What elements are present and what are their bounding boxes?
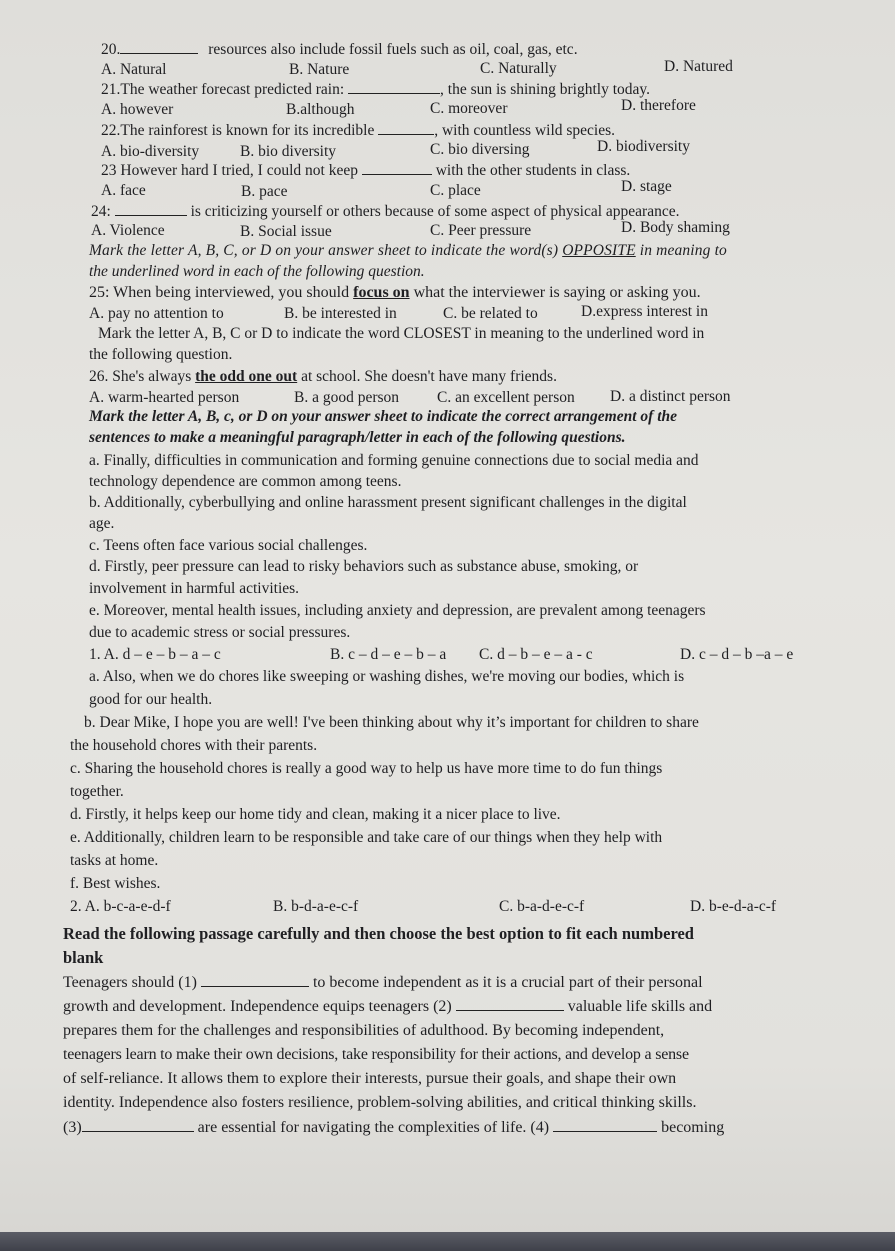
set2-sentence-b-cont: the household chores with their parents. [70, 737, 318, 754]
opposite-instruction-line-2: the underlined word in each of the following question. [89, 263, 425, 280]
q25-option-d: D.express interest in [581, 303, 708, 320]
passage-line-7 [63, 1119, 724, 1137]
set2-sentence-a: a. Also, when we do chores like sweeping or washing dishes, we're moving our bodies, which is [89, 668, 685, 685]
q24-option-d: D. Body shaming [621, 219, 730, 236]
q23-blank [362, 162, 432, 175]
passage-line-7-pre: (3) [63, 1119, 82, 1136]
q26-option-c: C. an excellent person [437, 389, 575, 406]
q20-stem [101, 41, 578, 59]
q22-blank [378, 122, 434, 135]
opposite-instruction-text: Mark the letter A, B, C, or D on your answer sheet to indicate the word(s) [89, 242, 559, 259]
passage-instruction-line-2: blank [63, 948, 104, 967]
set2-sentence-e-cont: tasks at home. [70, 852, 159, 869]
passage-line-3: prepares them for the challenges and responsibilities of adulthood. By becoming independent, [63, 1022, 665, 1039]
passage-blank-3 [82, 1119, 194, 1132]
set2-sentence-c: c. Sharing the household chores is really a good way to help us have more time to do fun things [70, 760, 663, 777]
q23-option-b: B. pace [241, 183, 288, 200]
passage-line-2-pre: growth and development. Independence equips teenagers (2) [63, 998, 452, 1015]
q20-option-c: C. Naturally [480, 60, 557, 77]
q23-text-post: with the other students in class. [435, 162, 631, 179]
set1-sentence-e: e. Moreover, mental health issues, including anxiety and depression, are prevalent among teenagers [89, 602, 706, 619]
opposite-keyword: OPPOSITE [562, 242, 636, 259]
q23-text-pre: 23 However hard I tried, I could not keep [101, 162, 358, 179]
passage-blank-1 [201, 974, 309, 987]
passage-line-7-post: becoming [661, 1119, 725, 1136]
q24-option-c: C. Peer pressure [430, 222, 532, 239]
q20-number: 20. [101, 41, 121, 58]
q22-text-post: , with countless wild species. [434, 122, 616, 139]
set2-option-c: C. b-a-d-e-c-f [499, 898, 585, 915]
q24-option-a: A. Violence [91, 222, 165, 239]
arrangement-instruction-line-1: Mark the letter A, B, c, or D on your answer sheet to indicate the correct arrangement of the [89, 408, 678, 425]
set1-sentence-d: d. Firstly, peer pressure can lead to risky behaviors such as substance abuse, smoking, or [89, 558, 639, 575]
q23-option-c: C. place [430, 182, 481, 199]
q21-option-b: B.although [286, 101, 355, 118]
q20-option-a: A. Natural [101, 61, 167, 78]
set1-sentence-e-cont: due to academic stress or social pressures. [89, 624, 351, 641]
q24-text: is criticizing yourself or others because of some aspect of physical appearance. [190, 203, 680, 220]
set1-sentence-d-cont: involvement in harmful activities. [89, 580, 300, 597]
set2-sentence-b: b. Dear Mike, I hope you are well! I've been thinking about why it’s important for children to share [84, 714, 699, 731]
set1-sentence-b-cont: age. [89, 515, 115, 532]
q25-option-b: B. be interested in [284, 305, 397, 322]
q26-option-b: B. a good person [294, 389, 400, 406]
desk-edge [0, 1232, 895, 1251]
q21-option-c: C. moreover [430, 100, 508, 117]
q21-option-d: D. therefore [621, 97, 696, 114]
set2-sentence-f: f. Best wishes. [70, 875, 161, 892]
opposite-instruction-tail: in meaning to [639, 242, 727, 259]
set1-option-d: D. c – d – b –a – e [680, 646, 794, 663]
closest-instruction-line-1: Mark the letter A, B, C or D to indicate the word CLOSEST in meaning to the underlined word in [98, 325, 705, 342]
q25-text-pre: 25: When being interviewed, you should [89, 284, 350, 301]
q21-stem [101, 81, 650, 99]
q23-stem [101, 162, 630, 180]
passage-line-5: of self-reliance. It allows them to explore their interests, pursue their goals, and shape their own [63, 1070, 677, 1087]
set1-option-b: B. c – d – e – b – a [330, 646, 447, 663]
q22-option-d: D. biodiversity [597, 138, 690, 155]
q26-text-pre: 26. She's always [89, 368, 192, 385]
q26-option-d: D. a distinct person [610, 388, 731, 405]
set2-option-d: D. b-e-d-a-c-f [690, 898, 777, 915]
q24-number: 24: [91, 203, 111, 220]
passage-line-4: teenagers learn to make their own decisions, take responsibility for their actions, and develop a sense [63, 1046, 689, 1063]
set2-sentence-d: d. Firstly, it helps keep our home tidy and clean, making it a nicer place to live. [70, 806, 561, 823]
q21-text-pre: 21.The weather forecast predicted rain: [101, 81, 345, 98]
passage-instruction-line-1: Read the following passage carefully and then choose the best option to fit each numbered [63, 924, 694, 943]
set2-sentence-c-cont: together. [70, 783, 124, 800]
passage-line-1 [63, 974, 703, 992]
set1-sentence-c: c. Teens often face various social challenges. [89, 537, 368, 554]
q26-stem [89, 368, 557, 386]
set1-option-c: C. d – b – e – a - c [479, 646, 593, 663]
set2-sentence-a-cont: good for our health. [89, 691, 213, 708]
q25-option-c: C. be related to [443, 305, 538, 322]
q26-option-a: A. warm-hearted person [89, 389, 240, 406]
passage-line-6: identity. Independence also fosters resilience, problem-solving abilities, and critical thinking skills. [63, 1094, 697, 1111]
q23-option-a: A. face [101, 182, 146, 199]
set2-option-a: 2. A. b-c-a-e-d-f [70, 898, 171, 915]
q25-underlined-phrase: focus on [353, 284, 410, 301]
q21-text-post: , the sun is shining brightly today. [440, 81, 650, 98]
set2-option-b: B. b-d-a-e-c-f [273, 898, 359, 915]
q25-text-post: what the interviewer is saying or asking you. [413, 284, 701, 301]
passage-line-1-pre: Teenagers should (1) [63, 974, 197, 991]
opposite-instruction-line-1 [89, 242, 727, 260]
q25-stem [89, 284, 701, 302]
q22-text-pre: 22.The rainforest is known for its incredible [101, 122, 375, 139]
closest-instruction-line-2: the following question. [89, 346, 233, 363]
q20-blank [120, 41, 198, 54]
arrangement-instruction-line-2: sentences to make a meaningful paragraph/letter in each of the following questions. [89, 429, 626, 446]
q20-option-b: B. Nature [289, 61, 350, 78]
q24-stem [91, 203, 679, 221]
q22-stem [101, 122, 615, 140]
passage-line-2-post: valuable life skills and [567, 998, 713, 1015]
q24-option-b: B. Social issue [240, 223, 332, 240]
q21-option-a: A. however [101, 101, 174, 118]
set1-sentence-a: a. Finally, difficulties in communication and forming genuine connections due to social media and [89, 452, 699, 469]
passage-line-1-post: to become independent as it is a crucial part of their personal [312, 974, 703, 991]
q22-option-a: A. bio-diversity [101, 143, 200, 160]
q25-option-a: A. pay no attention to [89, 305, 224, 322]
q24-blank [115, 203, 187, 216]
passage-blank-2 [456, 998, 564, 1011]
q22-option-c: C. bio diversing [430, 141, 530, 158]
set1-option-a: 1. A. d – e – b – a – c [89, 646, 221, 663]
passage-line-7-mid: are essential for navigating the complexities of life. (4) [197, 1119, 550, 1136]
passage-blank-4 [553, 1119, 657, 1132]
passage-line-2 [63, 998, 712, 1016]
set2-sentence-e: e. Additionally, children learn to be responsible and take care of our things when they help with [70, 829, 663, 846]
q26-underlined-phrase: the odd one out [195, 368, 298, 385]
set1-sentence-b: b. Additionally, cyberbullying and online harassment present significant challenges in the digital [89, 494, 687, 511]
q26-text-post: at school. She doesn't have many friends. [301, 368, 557, 385]
set1-sentence-a-cont: technology dependence are common among teens. [89, 473, 402, 490]
q21-blank [348, 81, 440, 94]
q22-option-b: B. bio diversity [240, 143, 337, 160]
q20-text: resources also include fossil fuels such as oil, coal, gas, etc. [208, 41, 578, 58]
q23-option-d: D. stage [621, 178, 672, 195]
q20-option-d: D. Natured [664, 58, 733, 75]
